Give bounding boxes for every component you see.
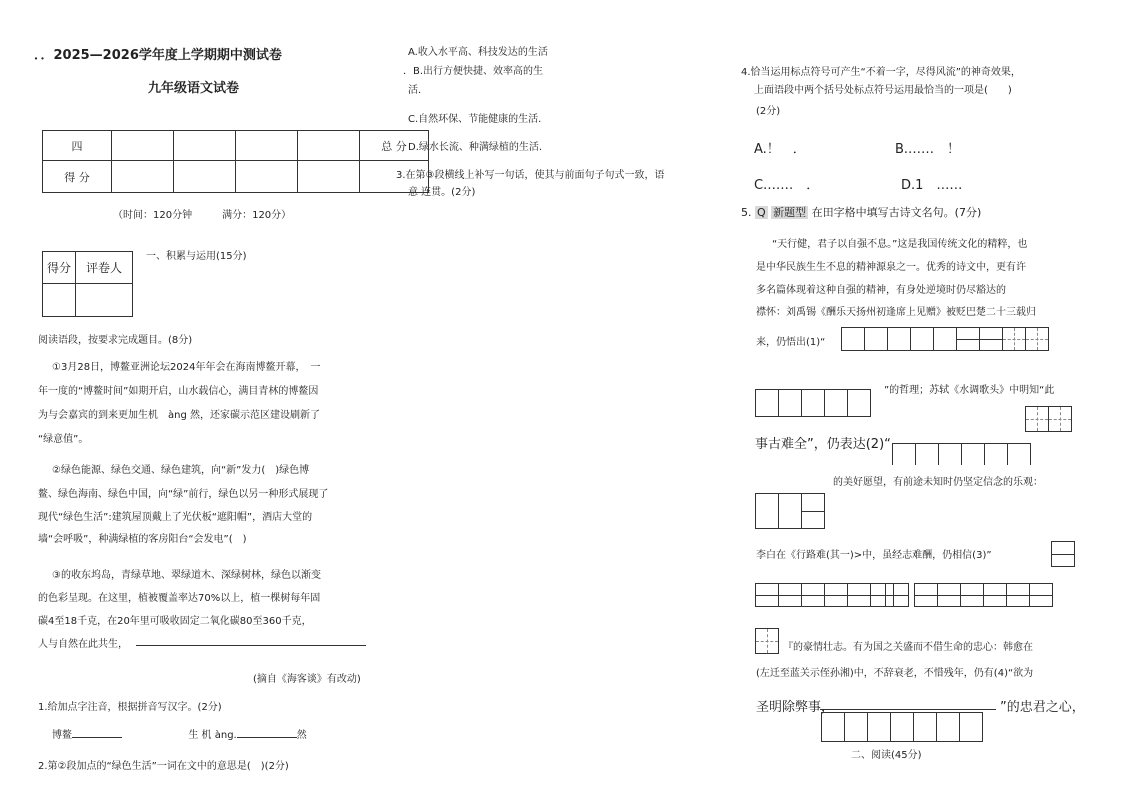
q4-option-c[interactable]: C.…… ． bbox=[754, 178, 820, 193]
option-a[interactable]: A.收入水平高、科技发达的生活 bbox=[408, 47, 548, 58]
grader-score-label: 得分 bbox=[43, 252, 76, 284]
p1-line3: 为与会嘉宾的到来更加生机 àng 然，还家碳示范区建设刷新了 bbox=[38, 410, 320, 421]
p2-line2: 鳌、绿色海南、绿色中国，向“绿”前行，绿色以另一种形式展现了 bbox=[38, 489, 329, 500]
answer-underline-4[interactable] bbox=[820, 709, 996, 710]
grader-name-label: 评卷人 bbox=[76, 252, 133, 284]
q5-para-line12: 圣明除弊事， bbox=[756, 700, 835, 715]
answer-line-q3[interactable] bbox=[136, 645, 366, 646]
q4-option-a[interactable]: A.！ ． bbox=[754, 142, 806, 157]
question-4-line2: 上面语段中两个括号处标点符号运用最恰当的一项是( ) bbox=[754, 85, 1012, 96]
q1-blank-a[interactable] bbox=[72, 726, 122, 738]
section2-title: 二、阅读(45分) bbox=[851, 750, 922, 761]
p1-line2: 年一度的“博鳌时间”如期开启，山水载信心，满目青林的博鳌因 bbox=[38, 386, 319, 397]
section1-title: 一、积累与运用(15分) bbox=[146, 251, 247, 262]
question-4-line3: (2分) bbox=[756, 106, 781, 117]
q5-para-line2: 是中华民族生生不息的精神源泉之一。优秀的诗文中，更有许 bbox=[756, 262, 1026, 273]
exam-info: （时间：120分钟 满分：120分） bbox=[113, 210, 292, 221]
p2-line4: 墙“会呼吸”，种满绿植的客房阳台“会发电”( ) bbox=[38, 534, 247, 545]
p2-line3: 现代“绿色生活”:建筑屋顶戴上了光伏板“遮阳帽”，酒店大堂的 bbox=[38, 512, 313, 523]
p1-line1: ①3月28日，博鳌亚洲论坛2024年年会在海南博鳌开幕， 一 bbox=[52, 362, 321, 373]
p3-line1: ③的收东坞岛，青绿草地、翠绿道木、深绿树林，绿色以渐变 bbox=[52, 570, 321, 581]
q1-word-a: 博鳌 bbox=[52, 730, 72, 741]
answer-grid-small-2[interactable] bbox=[1052, 541, 1075, 567]
q5-number: 5. bbox=[741, 206, 752, 219]
option-d[interactable]: D.绿水长流、种满绿植的生活. bbox=[408, 142, 543, 153]
question-3-line1: 3.在第③段横线上补写一句话，使其与前面句子句式一致，语 bbox=[396, 170, 665, 181]
q5-para-line6: ”的哲理；苏轼《水调歌头》中明知“此 bbox=[884, 385, 1055, 396]
q5-para-line5: 来，仍悟出(1)“ bbox=[756, 337, 826, 348]
p1-line4: “绿意值”。 bbox=[38, 434, 89, 445]
question-1: 1.给加点字注音，根据拼音写汉字。(2分) bbox=[38, 702, 222, 713]
answer-grid-2-cont[interactable] bbox=[756, 493, 825, 529]
answer-grid-4[interactable] bbox=[822, 712, 983, 742]
q5-para-line3: 多名篇体现着这种自强的精神，有身处逆境时仍尽豁达的 bbox=[756, 285, 1006, 296]
q4-option-d[interactable]: D.1 …… bbox=[901, 178, 963, 193]
score-cell-label: 得 分 bbox=[43, 161, 112, 193]
question-4-line1: 4.恰当运用标点符号可产生“不着一字，尽得风流”的神奇效果， bbox=[741, 67, 1021, 78]
score-cell-4: 四 bbox=[43, 131, 112, 161]
q1-blank-b[interactable] bbox=[237, 726, 297, 738]
q1-word-b: 生 机 àng. bbox=[188, 730, 237, 741]
answer-grid-1[interactable] bbox=[842, 327, 1049, 351]
option-b-line1[interactable]: ．B.出行方便快捷、效率高的生 bbox=[403, 66, 544, 77]
q5-para-line13: ”的忠君之心， bbox=[1000, 700, 1085, 715]
answer-grid-2[interactable] bbox=[893, 443, 1031, 465]
q5-para-line1: “天行健，君子以自强不息。”这是我国传统文化的精粹，也 bbox=[772, 239, 1028, 250]
grader-table bbox=[42, 251, 133, 317]
q5-new-type-badge: 新题型 bbox=[773, 206, 807, 219]
exam-title: ．．2025—2026学年度上学期期中测试卷 bbox=[34, 48, 282, 63]
q5-para-line11: (左迁至蓝关示侄孙湘)中，不辞衰老，不惜残年，仍有(4)“欲为 bbox=[756, 668, 1034, 679]
question-3-line2: 意 连贯。(2分) bbox=[408, 187, 476, 198]
q1-word-c: 然 bbox=[296, 730, 307, 741]
answer-grid-3a[interactable] bbox=[756, 583, 894, 607]
p3-line3: 碳4至18千克，在20年里可吸收固定二氧化碳80至360千克， bbox=[38, 616, 312, 627]
question-2: 2.第②段加点的“绿色生活”一词在文中的意思是( )(2分) bbox=[38, 761, 289, 772]
option-b-line2: 活． bbox=[408, 85, 428, 96]
q5-para-line8: 的美好愿望，有前途未知时仍坚定信念的乐观： bbox=[833, 477, 1043, 488]
q1-answer-row bbox=[52, 726, 307, 741]
source-note: (摘自《海客谈》有改动) bbox=[253, 674, 361, 685]
p2-line1: ②绿色能源、绿色交通、绿色建筑，向“新”发力( )绿色博 bbox=[52, 465, 310, 476]
q5-para-line7: 事古难全”，仍表达(2)“ bbox=[755, 437, 891, 452]
answer-grid-small-1[interactable] bbox=[1026, 406, 1072, 432]
q5-para-line4: 襟怀：刘禹锡《酬乐天扬州初逢席上见赠》被贬巴楚二十三载归 bbox=[756, 307, 1036, 318]
p3-line4: 人与自然在此共生， bbox=[38, 639, 128, 650]
answer-grid-small-3[interactable] bbox=[756, 628, 779, 654]
score-cell-total: 总 分 bbox=[360, 131, 429, 161]
q5-para-line9: 李白在《行路难(其一)>中，虽经志难酬，仍相信(3)” bbox=[756, 550, 992, 561]
q5-para-line10: 『的豪情壮志。有为国之关盛而不借生命的忠心：韩愈在 bbox=[783, 642, 1033, 653]
option-c[interactable]: C.自然环保、节能健康的生活. bbox=[408, 114, 542, 125]
q5-q-badge: Q bbox=[757, 206, 766, 219]
p3-line2: 的色彩呈现。在这里，植被覆盖率达70%以上，植一棵树每年固 bbox=[38, 593, 321, 604]
answer-grid-3b[interactable] bbox=[886, 583, 909, 607]
question-5-header bbox=[741, 204, 981, 220]
answer-grid-3c[interactable] bbox=[915, 583, 1053, 607]
instruction: 阅读语段，按要求完成题目。(8分) bbox=[38, 335, 193, 346]
q4-option-b[interactable]: B.…… ！ bbox=[895, 142, 961, 157]
exam-subtitle: 九年级语文试卷 bbox=[148, 81, 240, 96]
score-table bbox=[42, 130, 429, 193]
q5-instruction: 在田字格中填写古诗文名句。(7分) bbox=[811, 206, 982, 219]
answer-grid-1-cont[interactable] bbox=[756, 389, 871, 417]
